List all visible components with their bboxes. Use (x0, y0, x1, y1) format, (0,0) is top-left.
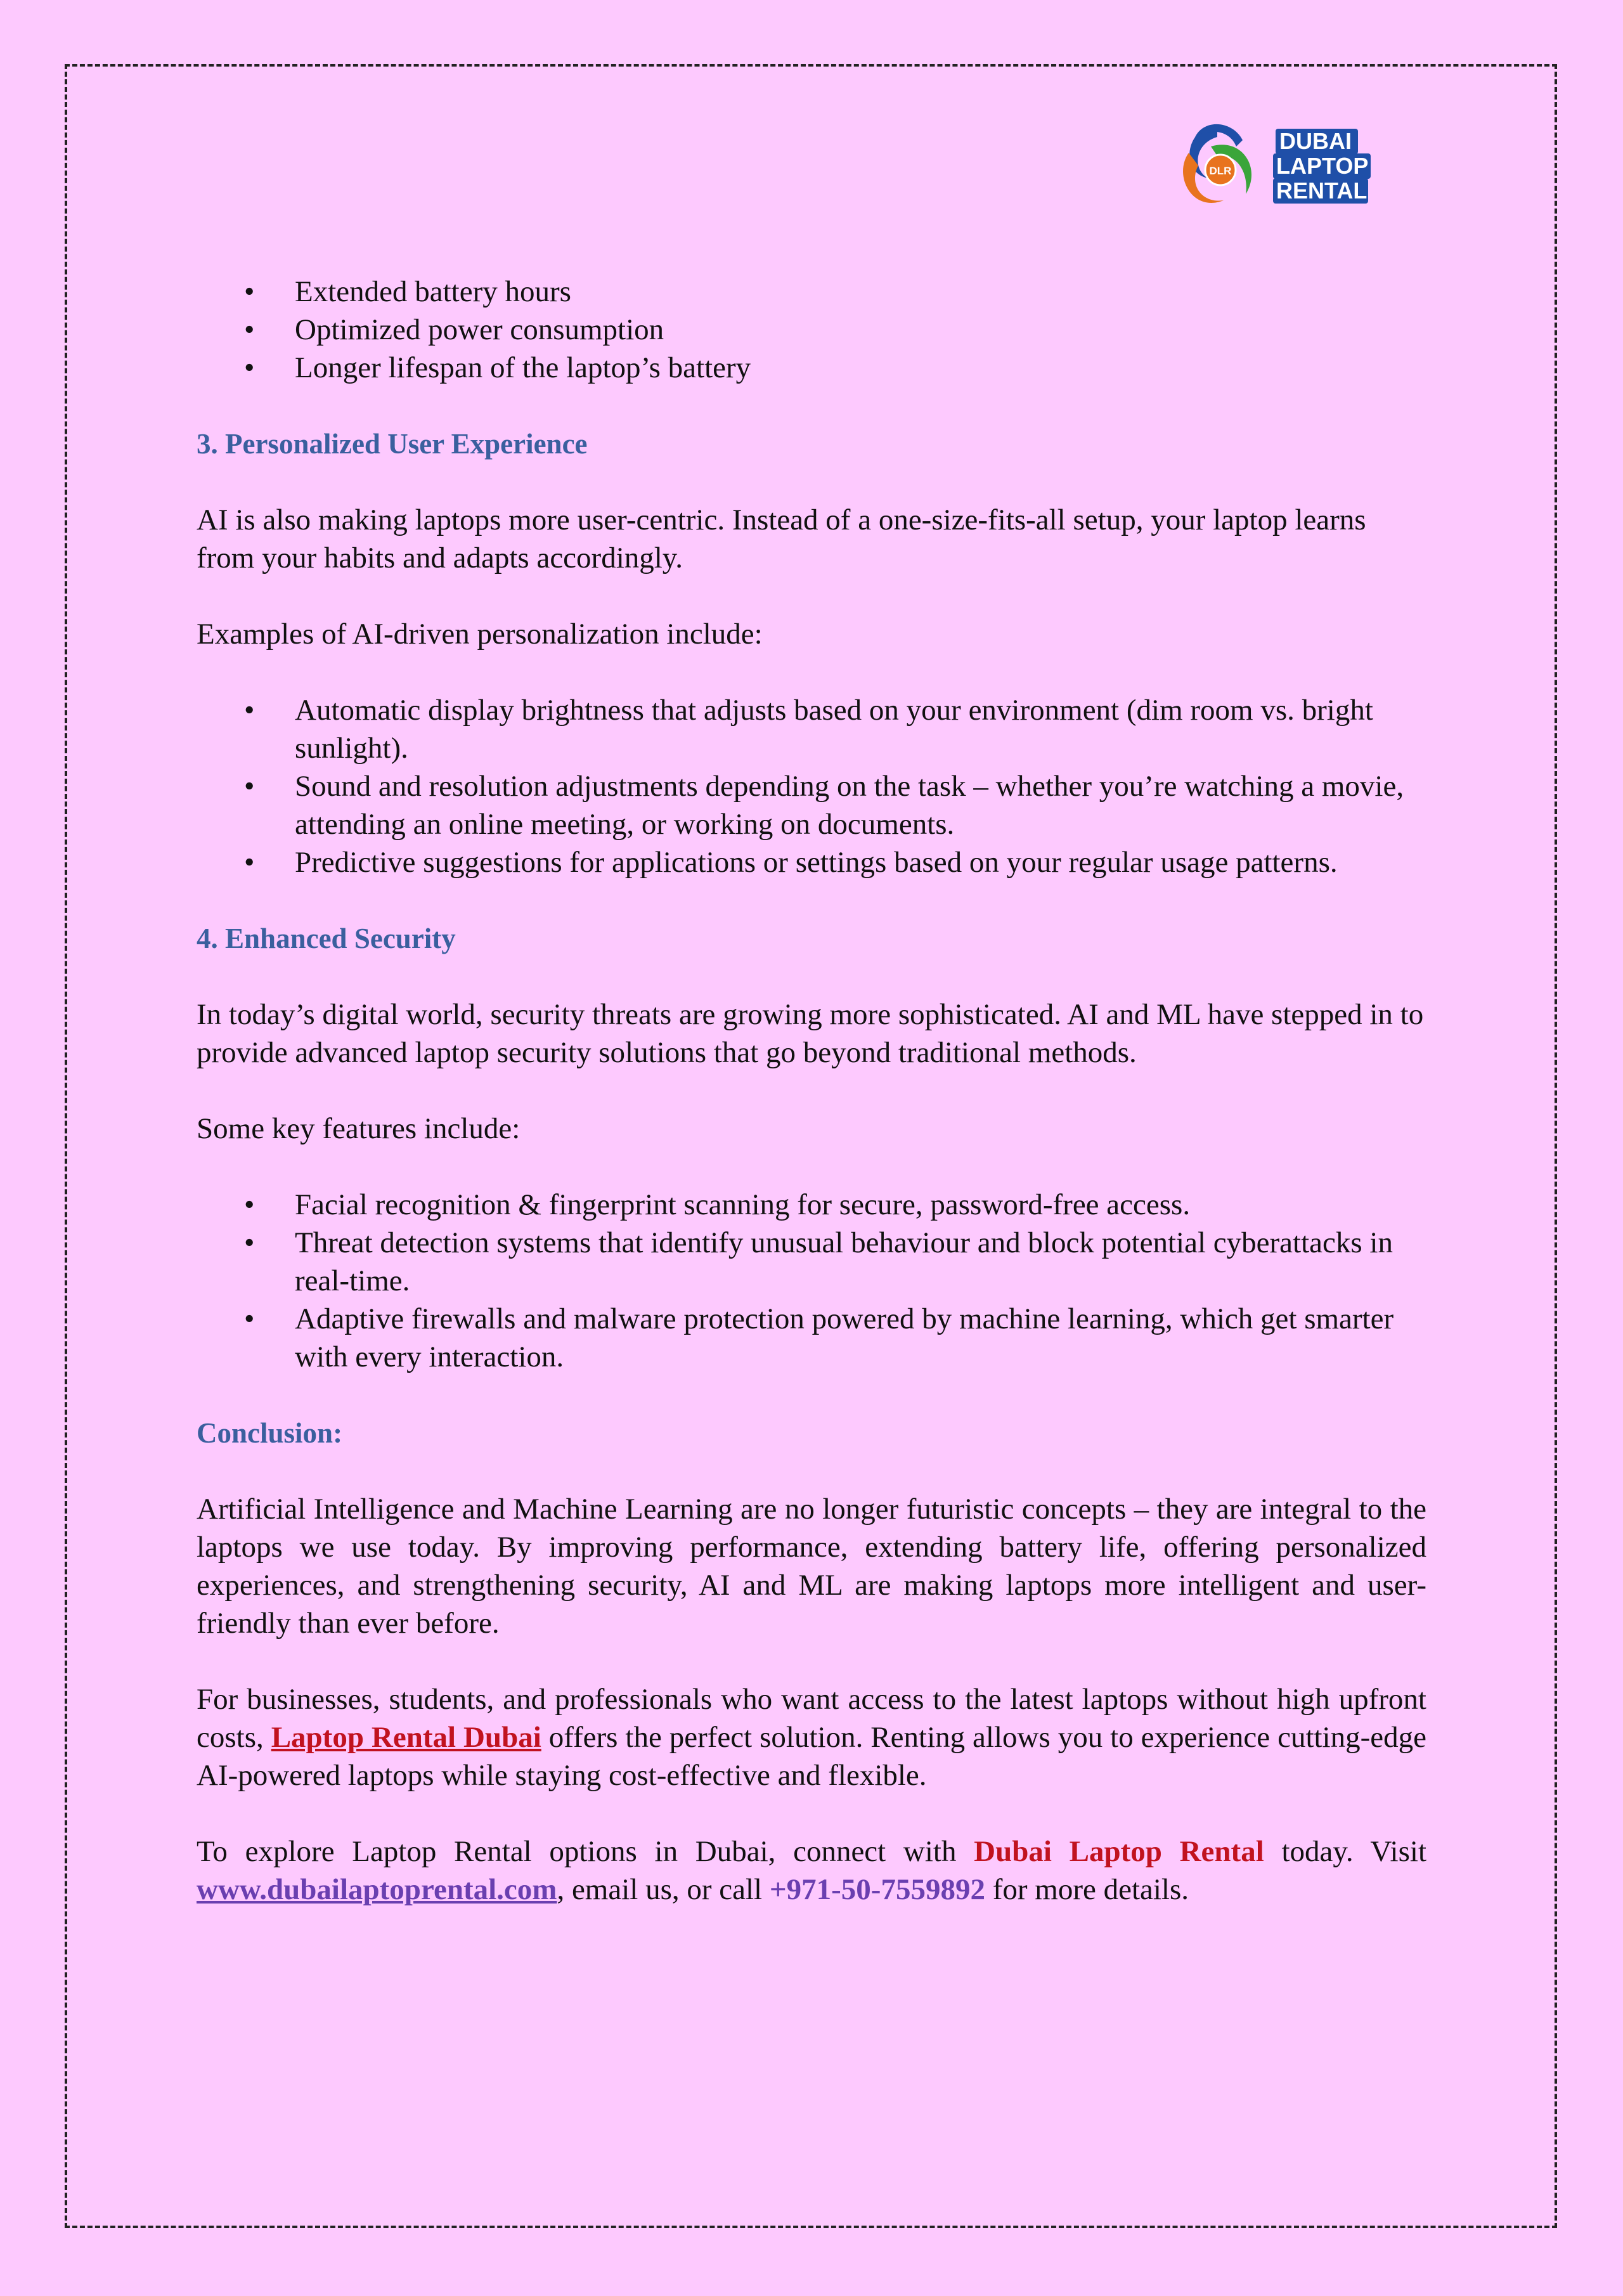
phone-number: +971-50-7559892 (769, 1873, 985, 1906)
list-item: • Longer lifespan of the laptop’s battery (295, 349, 1426, 387)
logo-line-3: RENTAL (1276, 178, 1368, 204)
list-item: • Facial recognition & fingerprint scanning for secure, password-free access. (295, 1186, 1426, 1224)
paragraph: In today’s digital world, security threats are growing more sophisticated. AI and ML have stepped in to provide advanced laptop security solutions that go beyond traditional methods. (197, 998, 1424, 1069)
list-item: • Sound and resolution adjustments depending on the task – whether you’re watching a movie, attending an online meeting, or working on documents. (295, 767, 1426, 843)
paragraph: To explore Laptop Rental options in Dubai, connect with Dubai Laptop Rental today. Visit www.dubailaptoprental.com, email us, or call +971-50-7559892 for more details. (197, 1835, 1426, 1906)
list-item: • Adaptive firewalls and malware protection powered by machine learning, which get smarter with every interaction. (295, 1300, 1426, 1376)
list-item: • Optimized power consumption (295, 311, 1426, 349)
section-heading-personalized: 3. Personalized User Experience (197, 428, 588, 460)
paragraph: AI is also making laptops more user-centric. Instead of a one-size-fits-all setup, your laptop learns from your habits and adapts accordingly. (197, 503, 1366, 574)
paragraph: For businesses, students, and professionals who want access to the latest laptops without high upfront costs, Laptop Rental Dubai offers the perfect solution. Renting allows you to experience cutting-edge AI-powered laptops while staying cost-effective and flexible. (197, 1683, 1426, 1792)
battery-list (197, 273, 1426, 387)
paragraph: Examples of AI-driven personalization include: (197, 618, 763, 651)
list-item: • Threat detection systems that identify unusual behaviour and block potential cyberattacks in real-time. (295, 1224, 1426, 1300)
section-heading-conclusion: Conclusion: (197, 1417, 343, 1449)
logo-emblem-text: DLR (1209, 165, 1232, 177)
document-body (197, 273, 1426, 1909)
security-list (197, 1186, 1426, 1376)
list-item: • Automatic display brightness that adjusts based on your environment (dim room vs. bright sunlight). (295, 691, 1426, 767)
website-link[interactable]: www.dubailaptoprental.com (197, 1873, 557, 1906)
logo-line-1: DUBAI (1279, 128, 1352, 154)
logo-line-2: LAPTOP (1276, 153, 1369, 179)
personalization-list (197, 691, 1426, 881)
paragraph: Some key features include: (197, 1112, 521, 1145)
list-item: • Extended battery hours (295, 273, 1426, 311)
company-logo (1173, 118, 1407, 213)
paragraph: Artificial Intelligence and Machine Learning are no longer futuristic concepts – they are integral to the laptops we use today. By improving performance, extending battery life, offering personalized experiences, and strengthening security, AI and ML are making laptops more intelligent and user-friendly than ever before. (197, 1493, 1426, 1640)
brand-name: Dubai Laptop Rental (974, 1835, 1264, 1868)
section-heading-security: 4. Enhanced Security (197, 923, 456, 954)
list-item: • Predictive suggestions for applications or settings based on your regular usage patterns. (295, 843, 1426, 881)
laptop-rental-dubai-link[interactable]: Laptop Rental Dubai (271, 1721, 541, 1754)
